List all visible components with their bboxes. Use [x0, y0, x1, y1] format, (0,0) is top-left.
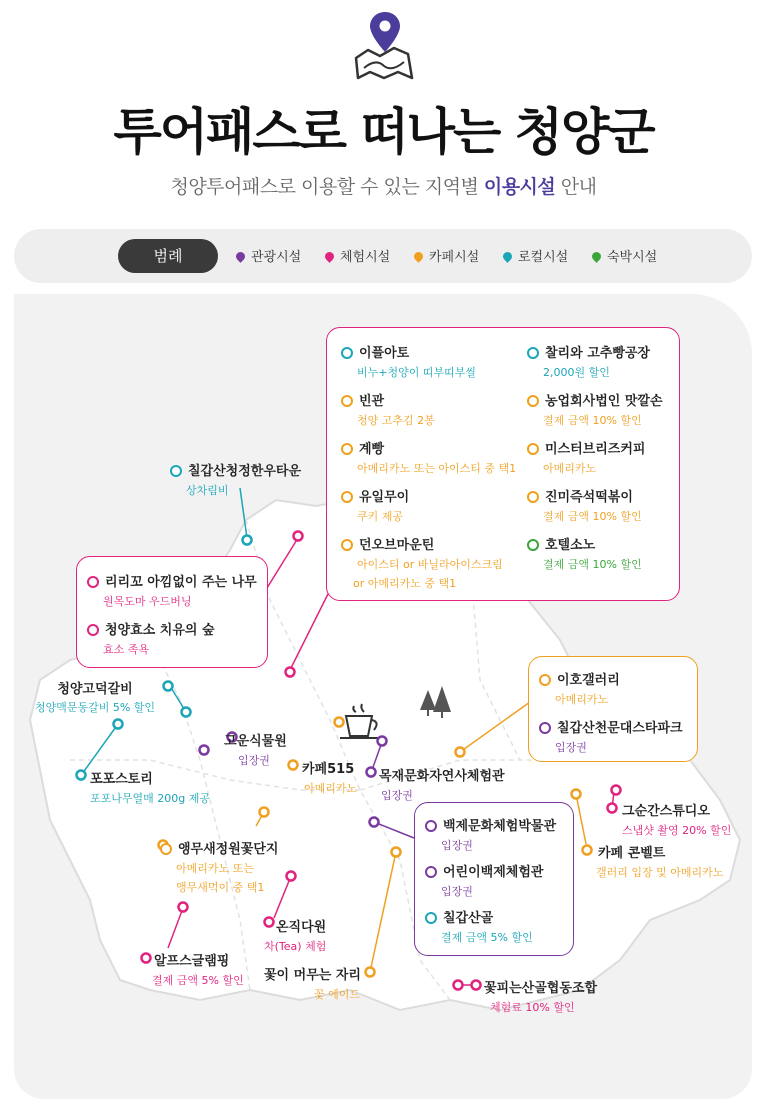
place-name: 카페 콘벨트 — [598, 846, 666, 861]
place-benefit: 아메리카노 — [543, 462, 597, 475]
entry-hotel-sono — [527, 534, 642, 572]
place-benefit: 포포나무열매 200g 제공 — [90, 792, 210, 805]
place-name: 칠갑산천문대스타파크 — [557, 721, 683, 736]
place-benefit: 아메리카노 또는 아이스티 중 택1 — [357, 462, 517, 475]
place-name: 미스터브리즈커피 — [545, 442, 646, 457]
entry-mr-breeze — [527, 438, 645, 476]
local-dot-icon — [425, 912, 437, 924]
place-benefit: 결제 금액 10% 할인 — [543, 558, 642, 571]
place-name: 리리꼬 아낌없이 주는 나무 — [105, 575, 257, 590]
label-cafe515 — [302, 758, 357, 796]
place-name: 계빵 — [359, 442, 385, 457]
entry-starpark — [539, 717, 683, 755]
place-name: 호텔소노 — [545, 538, 596, 553]
experience-dot-icon — [87, 624, 99, 636]
legend-label: 체험시설 — [340, 250, 391, 265]
legend-label: 로컬시설 — [518, 250, 569, 265]
place-name: 농업회사법인 맛깔손 — [545, 394, 663, 409]
place-benefit: 결제 금액 10% 할인 — [543, 510, 642, 523]
info-box-right — [528, 656, 698, 762]
place-name: 청양고덕갈비 — [57, 682, 133, 697]
cafe-dot-icon — [341, 395, 353, 407]
place-benefit: 차(Tea) 체험 — [264, 940, 327, 953]
entry-bingwan — [341, 390, 435, 428]
cafe-dot-icon — [341, 539, 353, 551]
entry-iplato — [341, 342, 476, 380]
place-benefit: 입장권 — [381, 789, 413, 802]
stay-dot-icon — [527, 539, 539, 551]
tour-dot-icon — [425, 866, 437, 878]
label-kkotpi — [484, 977, 597, 1015]
place-name: 칠갑산청정한우타운 — [188, 464, 302, 479]
place-name: 유일무이 — [359, 490, 410, 505]
label-gochu-galbi — [30, 678, 160, 715]
place-benefit: 결제 금액 5% 할인 — [152, 974, 244, 987]
subtitle-text-end: 안내 — [555, 176, 597, 198]
place-benefit: 아메리카노 — [304, 782, 358, 795]
entry-matkkalson — [527, 390, 663, 428]
place-benefit: 갤러리 입장 및 아메리카노 — [596, 866, 724, 879]
subtitle-text: 청양투어패스로 이용할 수 있는 지역별 — [170, 176, 484, 198]
place-name: 이플아토 — [359, 346, 410, 361]
legend-label: 카페시설 — [429, 250, 480, 265]
entry-hyoso-forest — [87, 619, 215, 657]
place-name: 목재문화자연사체험관 — [379, 769, 505, 784]
entry-chilgapsangol — [425, 907, 533, 945]
place-benefit: 입장권 — [238, 754, 270, 767]
place-name: 진미즉석떡볶이 — [545, 490, 633, 505]
place-name: 이호갤러리 — [557, 673, 620, 688]
legend-badge: 범례 — [118, 239, 218, 273]
place-benefit: 체험료 10% 할인 — [490, 1001, 575, 1014]
place-name: 알프스글램핑 — [154, 954, 230, 969]
place-benefit: 청양맥문동갈비 5% 할인 — [34, 701, 156, 714]
place-name: 온직다원 — [276, 920, 327, 935]
entry-iho-gallery — [539, 669, 620, 707]
place-benefit: 비누+청양이 띠부띠부씰 — [357, 366, 476, 379]
label-kkot — [264, 964, 361, 1002]
page-title: 투어패스로 떠나는 청양군 — [113, 103, 654, 161]
cafe-dot-icon — [527, 443, 539, 455]
place-benefit: 쿠키 제공 — [357, 510, 404, 523]
place-name: 고운식물원 — [224, 734, 287, 749]
label-ondjik — [262, 916, 326, 954]
place-benefit: 입장권 — [441, 839, 473, 852]
local-dot-icon — [170, 465, 182, 477]
place-benefit: 결제 금액 10% 할인 — [543, 414, 642, 427]
place-name: 카페515 — [302, 762, 355, 777]
legend-label: 관광시설 — [251, 250, 302, 265]
tour-dot-icon — [539, 722, 551, 734]
place-name: 청양효소 치유의 숲 — [105, 623, 215, 638]
experience-dot-icon — [87, 576, 99, 588]
label-gsoon — [622, 800, 731, 838]
place-benefit: 입장권 — [441, 885, 473, 898]
place-name: 꽃피는산골협동조합 — [484, 981, 598, 996]
cafe-dot-icon — [527, 395, 539, 407]
place-benefit: 앵무새먹이 중 택1 — [176, 881, 265, 894]
info-box-bottom — [414, 802, 574, 956]
place-name: 찰리와 고추빵공장 — [545, 346, 650, 361]
place-benefit: 입장권 — [555, 741, 587, 754]
info-box-top — [326, 327, 680, 601]
local-dot-icon — [341, 347, 353, 359]
cafe-dot-icon — [527, 491, 539, 503]
cafe-dot-icon — [341, 443, 353, 455]
place-benefit: 상차림비 — [186, 484, 229, 497]
label-mokjae — [379, 765, 505, 803]
place-name: 던오브마운틴 — [359, 538, 435, 553]
cafe-dot-icon — [539, 674, 551, 686]
place-benefit: 원목도마 우드버닝 — [103, 595, 192, 608]
label-alps — [140, 950, 244, 988]
entry-ririkko — [87, 571, 257, 609]
place-benefit: 아메리카노 또는 — [176, 862, 254, 875]
place-name: 포포스토리 — [90, 772, 153, 787]
legend-label: 숙박시설 — [607, 250, 658, 265]
place-name: 앵무새정원꽃단지 — [178, 842, 279, 857]
label-concert — [598, 842, 723, 880]
label-goun — [224, 730, 287, 768]
place-name: 빈관 — [359, 394, 385, 409]
entry-dawn-of-mountain — [341, 534, 503, 591]
entry-gyeppang — [341, 438, 516, 476]
place-benefit: 꽃 에이드 — [314, 988, 361, 1001]
place-benefit: 2,000원 할인 — [543, 366, 610, 379]
place-benefit: 아메리카노 — [555, 693, 609, 706]
subtitle-highlight: 이용시설 — [483, 176, 556, 198]
label-chilgap-hanwoo — [170, 460, 301, 498]
cafe-dot-icon — [341, 491, 353, 503]
place-name: 백제문화체험박물관 — [443, 819, 557, 834]
label-popo — [76, 768, 210, 806]
info-box-left — [76, 556, 268, 668]
place-benefit: 아이스티 or 바닐라아이스크림 — [357, 558, 503, 571]
entry-kids-baekje — [425, 861, 543, 899]
entry-jinmi — [527, 486, 642, 524]
label-aengmu — [160, 838, 278, 895]
place-benefit: or 아메리카노 중 택1 — [353, 577, 457, 590]
cafe-dot-icon — [160, 843, 172, 855]
place-benefit: 결제 금액 5% 할인 — [441, 931, 533, 944]
local-dot-icon — [527, 347, 539, 359]
entry-charlie — [527, 342, 650, 380]
place-name: 그순간스튜디오 — [622, 804, 710, 819]
place-name: 어린이백제체험관 — [443, 865, 544, 880]
tour-dot-icon — [425, 820, 437, 832]
place-benefit: 스냅샷 촬영 20% 할인 — [622, 824, 732, 837]
entry-baekje-museum — [425, 815, 556, 853]
place-benefit: 청양 고추김 2봉 — [357, 414, 435, 427]
place-benefit: 효소 족욕 — [103, 643, 150, 656]
entry-yuilmui — [341, 486, 409, 524]
place-name: 꽃이 머무는 자리 — [264, 968, 361, 983]
place-name: 칠갑산골 — [443, 911, 494, 926]
